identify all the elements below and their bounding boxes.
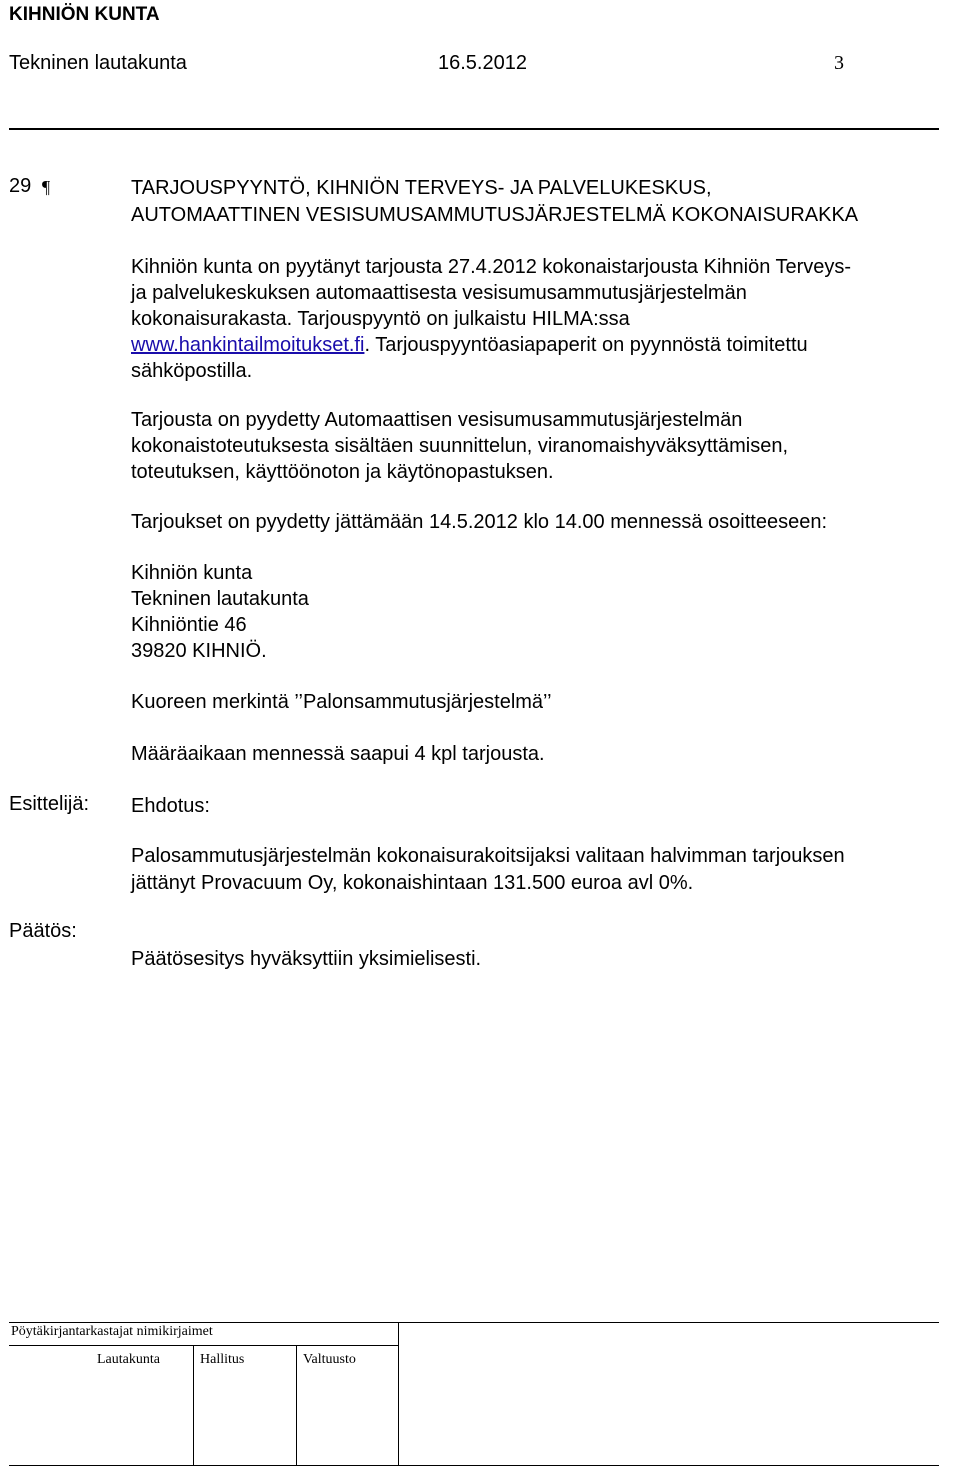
proposal-text <box>131 843 845 897</box>
paragraph-1-line4 <box>131 332 851 358</box>
decision-text: Päätösesitys hyväksyttiin yksimielisesti. <box>131 948 482 970</box>
address-block <box>131 560 309 664</box>
footer-divider-2 <box>296 1346 297 1465</box>
address-line1: Kihniön kunta <box>131 562 253 584</box>
received-count: Määräaikaan mennessä saapui 4 kpl tarjousta. <box>131 743 545 765</box>
envelope-marking: Kuoreen merkintä ’’Palonsammutusjärjestelmä’’ <box>131 691 552 713</box>
organization-name: KIHNIÖN KUNTA <box>9 4 160 25</box>
paragraph-1-line3: kokonaisurakasta. Tarjouspyyntö on julkaistu HILMA:ssa <box>131 308 630 330</box>
paragraph-1 <box>131 254 851 384</box>
proposal-text-line1: Palosammutusjärjestelmän kokonaisurakoitsijaksi valitaan halvimman tarjouksen <box>131 845 845 867</box>
meeting-date: 16.5.2012 <box>438 52 527 74</box>
hilma-link[interactable]: www.hankintailmoitukset.fi <box>131 334 365 356</box>
section-mark: ¶ <box>42 177 51 197</box>
address-line2: Tekninen lautakunta <box>131 588 309 610</box>
address-line3: Kihniöntie 46 <box>131 614 247 636</box>
paragraph-2-line2: kokonaistoteutuksesta sisältäen suunnittelun, viranomaishyväksyttämisen, <box>131 435 789 457</box>
footer-bottom-rule <box>9 1465 939 1466</box>
committee-name: Tekninen lautakunta <box>9 52 187 74</box>
paragraph-3: Tarjoukset on pyydetty jättämään 14.5.2012 klo 14.00 mennessä osoitteeseen: <box>131 511 828 533</box>
header-divider <box>9 128 939 130</box>
paragraph-2-line3: toteutuksen, käyttöönoton ja käytönopastuksen. <box>131 461 554 483</box>
footer-col-hallitus: Hallitus <box>200 1352 245 1367</box>
footer-title: Pöytäkirjantarkastajat nimikirjaimet <box>11 1324 213 1339</box>
address-line4: 39820 KIHNIÖ. <box>131 640 267 662</box>
page-number: 3 <box>834 52 844 74</box>
decision-label: Päätös: <box>9 920 77 942</box>
item-title-line2: AUTOMAATTINEN VESISUMUSAMMUTUSJÄRJESTELMÄ KOKONAISURAKKA <box>131 204 859 226</box>
paragraph-2 <box>131 407 788 485</box>
paragraph-2-line1: Tarjousta on pyydetty Automaattisen vesisumusammutusjärjestelmän <box>131 409 743 431</box>
item-number: 29 <box>9 175 32 197</box>
paragraph-1-line5: sähköpostilla. <box>131 360 253 382</box>
proposal-label: Ehdotus: <box>131 795 210 817</box>
presenter-label: Esittelijä: <box>9 793 90 815</box>
footer-col-lautakunta: Lautakunta <box>97 1352 160 1367</box>
paragraph-1-line2: ja palvelukeskuksen automaattisesta vesisumusammutusjärjestelmän <box>131 282 747 304</box>
footer-divider-3 <box>398 1346 399 1465</box>
paragraph-1-line4-text: . Tarjouspyyntöasiapaperit on pyynnöstä toimitettu <box>364 334 808 356</box>
footer-divider-1 <box>193 1346 194 1465</box>
item-title <box>131 175 858 229</box>
item-title-line1: TARJOUSPYYNTÖ, KIHNIÖN TERVEYS- JA PALVELUKESKUS, <box>131 177 712 199</box>
footer-col-valtuusto: Valtuusto <box>303 1352 356 1367</box>
proposal-text-line2: jättänyt Provacuum Oy, kokonaishintaan 131.500 euroa avl 0%. <box>131 872 694 894</box>
paragraph-1-line1: Kihniön kunta on pyytänyt tarjousta 27.4.2012 kokonaistarjousta Kihniön Terveys- <box>131 256 852 278</box>
